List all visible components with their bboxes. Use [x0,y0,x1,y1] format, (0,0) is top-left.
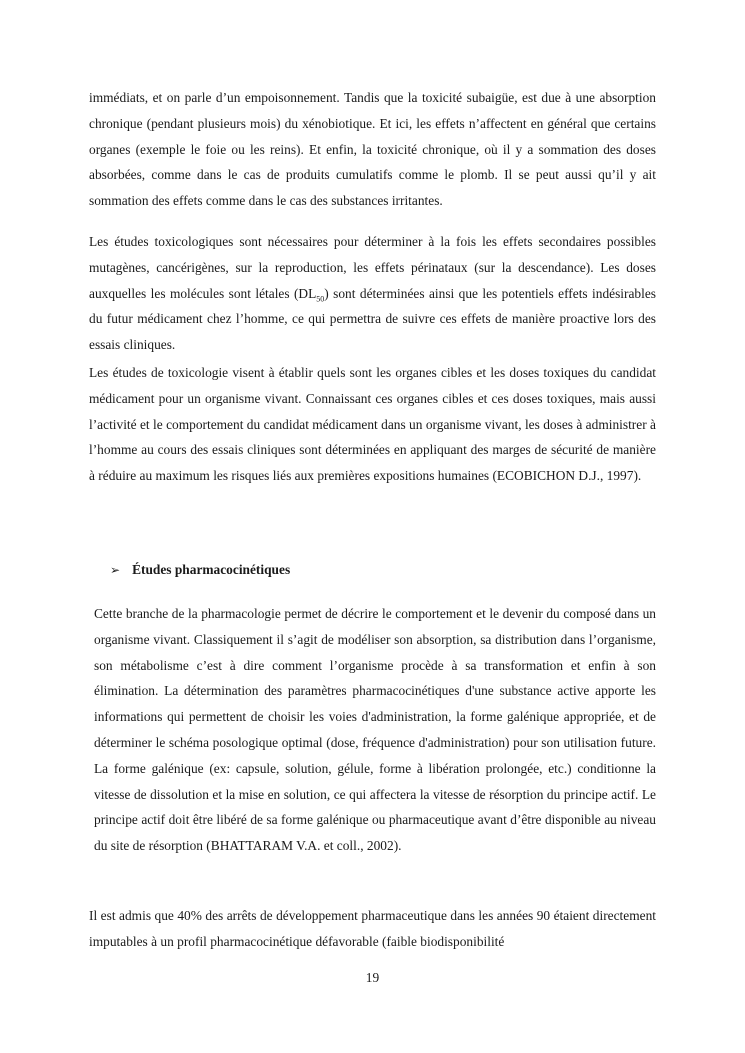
section-heading-title: Études pharmacocinétiques [132,562,291,577]
paragraph-development-failures: Il est admis que 40% des arrêts de développement pharmaceutique dans les années 90 étaient directement imputables à un profil pharmacocinétique défavorable (faible biodisponibilité [89,908,656,949]
paragraph-toxicology-studies [89,229,656,358]
paragraph-text-part: Les études toxicologiques sont nécessaires pour déterminer à la fois les effets secondaires possibles mutagènes, cancérigènes, sur la reproduction, les effets périnataux (sur la descendance). Les doses auxquelles les molécules sont létales (DL [89,234,656,301]
paragraph-toxicity-types: immédiats, et on parle d’un empoisonnement. Tandis que la toxicité subaigüe, est due à une absorption chronique (pendant plusieurs mois) du xénobiotique. Et ici, les effets n’affectent en général que certains organes (exemple le foie ou les reins). Et enfin, la toxicité chronique, où il y a sommation des doses absorbées, comme dans le cas de produits cumulatifs comme le plomb. Il se peut aussi qu’il y ait sommation des effets comme dans le cas des substances irritantes. [89,90,656,209]
ld50-subscript: 50 [316,294,325,304]
section-heading [110,562,290,578]
paragraph-pharmacokinetics: Cette branche de la pharmacologie permet de décrire le comportement et le devenir du composé dans un organisme vivant. Classiquement il s’agit de modéliser son absorption, sa distribution dans l’organisme, son métabolisme c’est à dire comment l’organisme procède à sa transformation et enfin à son élimination. La détermination des paramètres pharmacocinétiques d'une substance active apporte les informations qui permettent de choisir les voies d'administration, la forme galénique appropriée, et de déterminer le schéma posologique optimal (dose, fréquence d'administration) pour son utilisation future. La forme galénique (ex: capsule, solution, gélule, forme à libération prolongée, etc.) conditionne la vitesse de dissolution et la mise en solution, ce qui affectera la vitesse de résorption du principe actif. Le principe actif doit être libéré de sa forme galénique ou pharmaceutique avant d’être disponible au niveau du site de résorption (BHATTARAM V.A. et coll., 2002). [94,606,656,854]
page-number: 19 [365,970,380,985]
paragraph-text-part: ) sont déterminées ainsi que les potentiels effets indésirables du futur médicament chez l’homme, ce qui permettra de suivre ces effets de manière proactive lors des essais cliniques. [89,285,656,353]
paragraph-toxicology-goals: Les études de toxicologie visent à établir quels sont les organes cibles et les doses toxiques du candidat médicament pour un organisme vivant. Connaissant ces organes cibles et ces doses toxiques, mais aussi l’activité et le comportement du candidat médicament dans un organisme vivant, les doses à administrer à l’homme au cours des essais cliniques sont déterminées en appliquant des marges de sécurité de manière à réduire au maximum les risques liés aux premières expositions humaines (ECOBICHON D.J., 1997). [89,365,656,484]
arrow-bullet-icon: ➢ [110,563,121,577]
